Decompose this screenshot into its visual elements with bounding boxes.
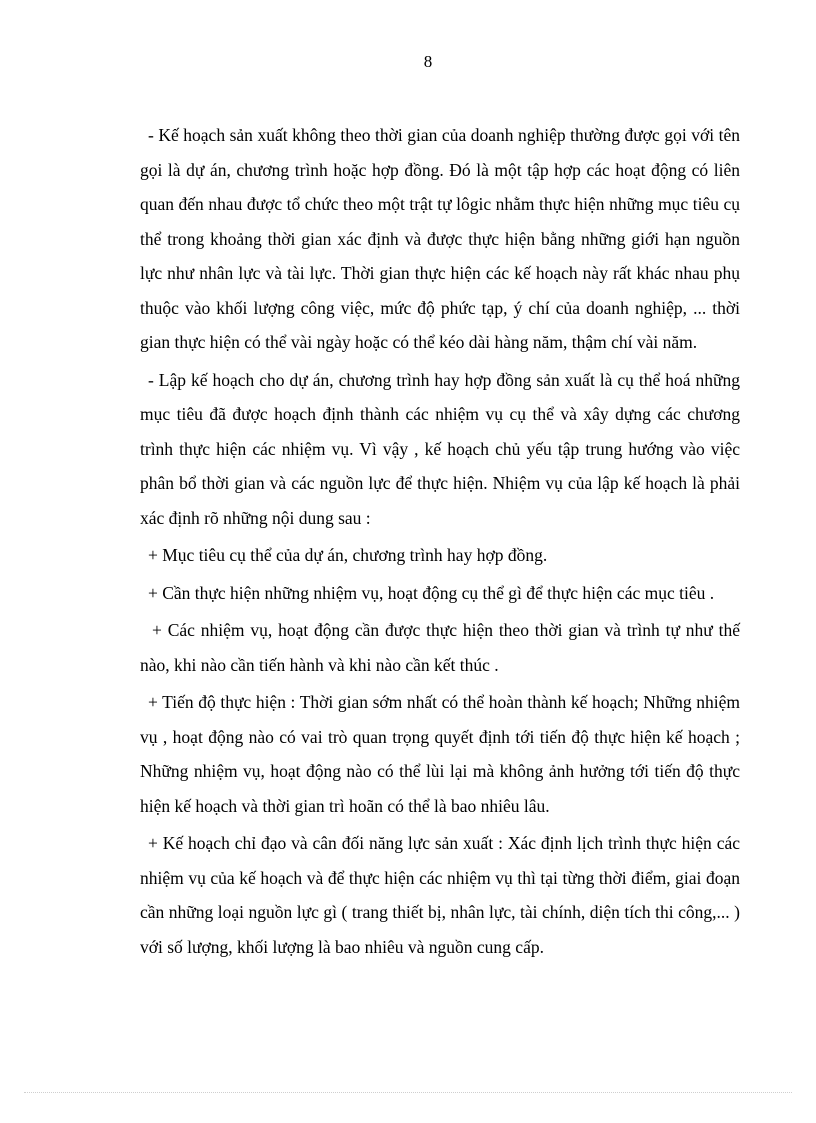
list-item-schedule: + Tiến độ thực hiện : Thời gian sớm nhất có thể hoàn thành kế hoạch; Những nhiệm vụ , hoạt động nào có vai trò quan trọng quyết định tới tiến độ thực hiện kế hoạch ; Những nhiệm vụ, hoạt động nào có thể lùi lại mà không ảnh hưởng tới tiến độ thực hiện kế hoạch và thời gian trì hoãn có thể là bao nhiêu lâu. — [140, 692, 740, 816]
paragraph-project-planning: - Lập kế hoạch cho dự án, chương trình hay hợp đồng sản xuất là cụ thể hoá những mục tiêu đã được hoạch định thành các nhiệm vụ cụ thể và xây dựng các chương trình thực hiện các nhiệm vụ. Vì vậy , kế hoạch chủ yếu tập trung hướng vào việc phân bổ thời gian và các nguồn lực để thực hiện. Nhiệm vụ của lập kế hoạch là phải xác định rõ những nội dung sau : — [140, 369, 740, 528]
list-item-objectives: + Mục tiêu cụ thể của dự án, chương trình hay hợp đồng. — [148, 545, 548, 565]
list-item-capacity: + Kế hoạch chỉ đạo và cân đối năng lực sản xuất : Xác định lịch trình thực hiện các nhiệm vụ của kế hoạch và để thực hiện các nhiệm vụ thì tại từng thời điểm, giai đoạn cần những loại nguồn lực gì ( trang thiết bị, nhân lực, tài chính, diện tích thi công,... ) với số lượng, khối lượng là bao nhiêu và nguồn cung cấp. — [140, 833, 740, 957]
list-item-sequence: + Các nhiệm vụ, hoạt động cần được thực hiện theo thời gian và trình tự như thế nào, khi nào cần tiến hành và khi nào cần kết thúc . — [140, 620, 740, 675]
list-item-tasks: + Cần thực hiện những nhiệm vụ, hoạt động cụ thể gì để thực hiện các mục tiêu . — [148, 582, 715, 603]
page-number: 8 — [423, 52, 433, 71]
paragraph-non-time-plan: - Kế hoạch sản xuất không theo thời gian của doanh nghiệp thường được gọi với tên gọi là dự án, chương trình hoặc hợp đồng. Đó là một tập hợp các hoạt động có liên quan đến nhau được tổ chức theo một trật tự lôgic nhằm thực hiện những mục tiêu cụ thể trong khoảng thời gian xác định và được thực hiện bằng những giới hạn nguồn lực như nhân lực và tài lực. Thời gian thực hiện các kế hoạch này rất khác nhau phụ thuộc vào khối lượng công việc, mức độ phức tạp, ý chí của doanh nghiệp, ... thời gian thực hiện có thể vài ngày hoặc có thể kéo dài hàng năm, thậm chí vài năm. — [140, 125, 740, 352]
document-body — [140, 118, 740, 964]
footer-divider — [24, 1092, 792, 1093]
